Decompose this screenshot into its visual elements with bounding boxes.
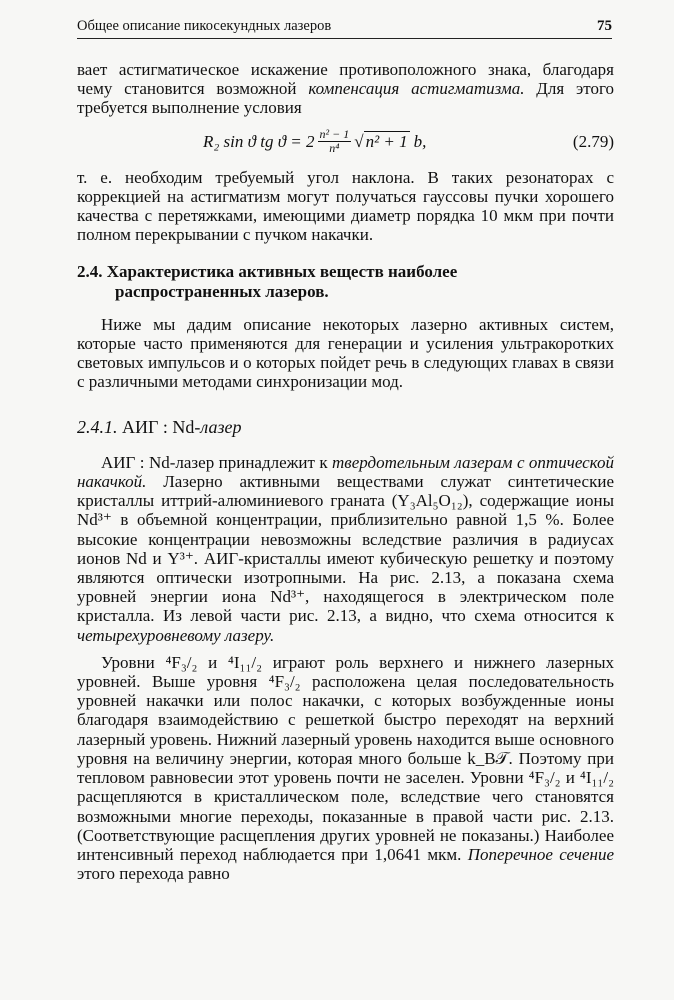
subsection-title-italic: лазер <box>200 416 242 437</box>
running-title: Общее описание пикосекундных лазеров <box>77 18 332 34</box>
subsection-heading <box>77 418 614 437</box>
page-number: 75 <box>597 18 612 34</box>
paragraph-4-text: АИГ : Nd-лазер принадлежит к <box>101 452 333 472</box>
equation-number: (2.79) <box>572 131 614 151</box>
fraction-denominator: n⁴ <box>329 140 340 155</box>
paragraph-4-text-2: Лазерно активными веществами служат синтетические кристаллы иттрий-алюминиевого граната (Y₃Al₅O₁₂), содержащие ионы Nd³⁺ в объемной концентрации, приблизительно равной 1,5 %. Более высокие концентрации невозможны вследствие различия в радиусах ионов Nd и Y³⁺. АИГ-кристаллы имеют кубическую решетку и поэтому являются оптически изотропными. На рис. 2.13, а показана схема уровней энергии иона Nd³⁺, находящегося в электрическом поле кристалла. Из левой части рис. 2.13, а видно, что схема относится к <box>77 472 614 626</box>
paragraph-4 <box>77 453 614 645</box>
paragraph-5 <box>77 653 614 883</box>
paragraph-5-text: Уровни ⁴F₃/₂ и ⁴I₁₁/₂ играют роль верхнего и нижнего лазерных уровней. Выше уровня ⁴F₃/₂ расположена целая последовательность уровней накачки или полос накачки, с которых возбужденные ионы благодаря взаимодействию с решеткой быстро переходят на верхний лазерный уровень. Нижний лазерный уровень находится выше основного уровня на величину энергии, которая много больше k_B𝒯. Поэтому при тепловом равновесии этот уровень почти не заселен. Уровни ⁴F₃/₂ и ⁴I₁₁/₂ расщепляются в кристаллическом поле, вследствие чего становятся возможными многие переходы, показанные в правой части рис. 2.13. (Соответствующие расщепления других уровней не показаны.) Наиболее интенсивный переход наблюдается при 1,0641 мкм. <box>77 652 614 864</box>
running-head <box>77 18 612 39</box>
fraction-numerator: n² − 1 <box>319 126 350 141</box>
paragraph-1 <box>77 60 614 118</box>
equation-lhs: R₂ sin ϑ tg ϑ = 2 <box>203 131 315 151</box>
paragraph-1-text: вает астигматическое искажение противоположного знака, благодаря чему становится возможной <box>77 60 614 99</box>
section-heading <box>77 262 614 300</box>
section-heading-line1: 2.4. Характеристика активных веществ наиболее <box>77 262 458 282</box>
equation-body <box>203 128 426 155</box>
paragraph-4-italic-2: четырехуровневому лазеру. <box>77 625 275 645</box>
sqrt-sign: √ <box>354 131 364 151</box>
subsection-number: 2.4.1. <box>77 416 118 437</box>
equation-rhs-tail: b, <box>413 131 427 151</box>
sqrt-content: n² + 1 <box>365 132 408 151</box>
paragraph-1-italic: компенсация астигматизма. <box>308 79 525 99</box>
subsection-title: АИГ : Nd- <box>122 416 201 437</box>
page-body <box>77 60 614 883</box>
section-heading-line2: распространенных лазеров. <box>115 281 329 301</box>
equation-fraction <box>318 128 352 155</box>
paragraph-1-text-end: Для этого требуется выполнение условия <box>77 79 614 118</box>
equation-2-79 <box>77 120 614 162</box>
paragraph-3: Ниже мы дадим описание некоторых лазерно активных систем, которые часто применяются для генерации и усиления ультракоротких световых импульсов и о которых пойдет речь в следующих главах в связи с различными методами синхронизации мод. <box>77 314 614 392</box>
paragraph-5-text-end: этого перехода равно <box>77 864 230 884</box>
paragraph-2: т. е. необходим требуемый угол наклона. В таких резонаторах с коррекцией на астигматизм могут получаться гауссовы пучки хорошего качества с перетяжками, имеющими диаметр порядка 10 мкм при почти полном перекрывании с пучком накачки. <box>77 167 614 245</box>
paragraph-4-italic: твердотельным лазерам с оптической накачкой. <box>77 452 614 492</box>
paragraph-5-italic: Поперечное сечение <box>467 844 614 864</box>
